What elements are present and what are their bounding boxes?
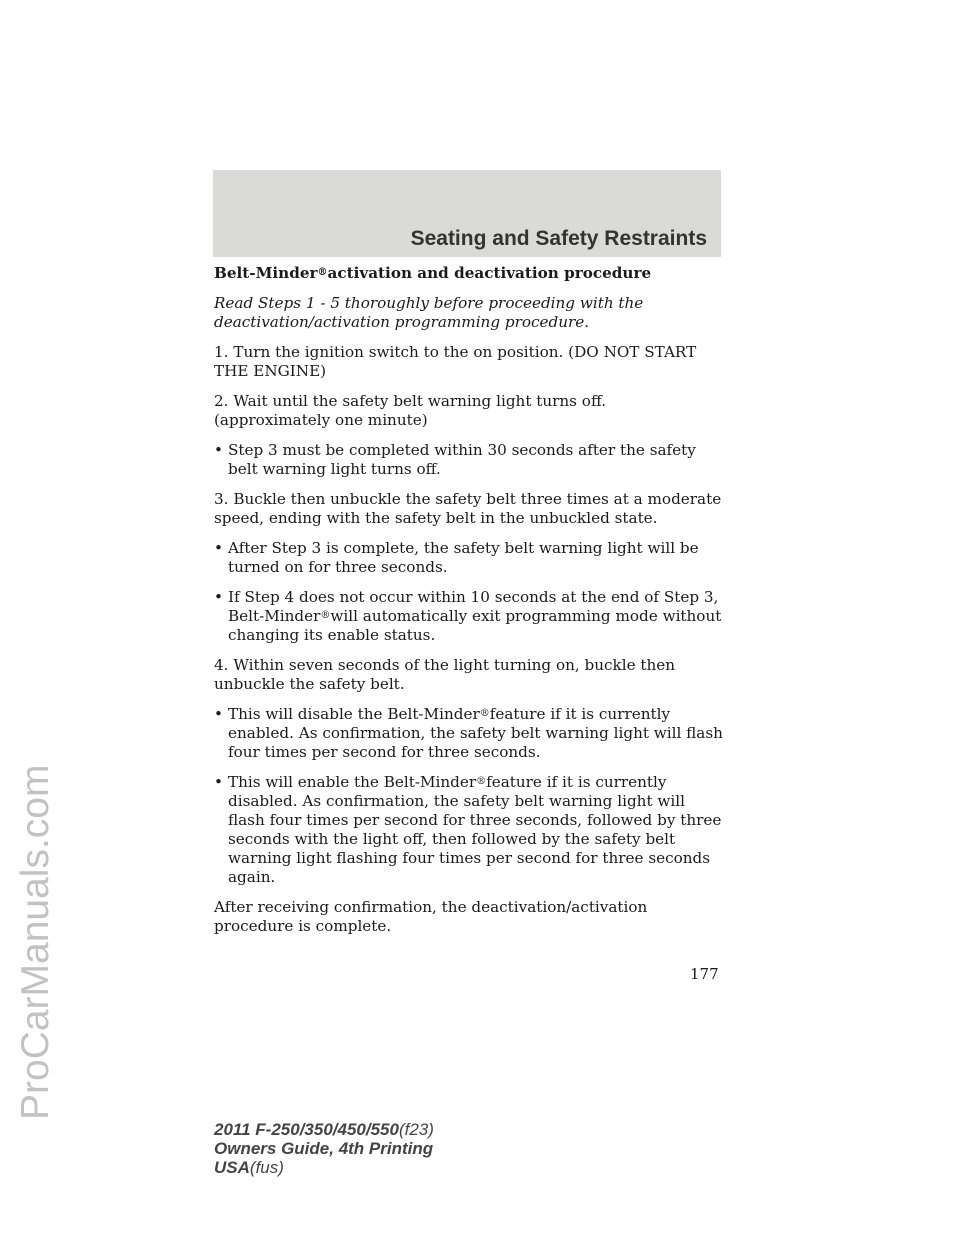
- registered-mark: ®: [320, 610, 331, 621]
- step-2: 2. Wait until the safety belt warning light turns off. (approximately one minute): [214, 392, 607, 429]
- bullet-text-part: This will enable the Belt-Minder: [228, 773, 477, 791]
- footer-model-code: (f23): [398, 1120, 434, 1139]
- intro-paragraph: Read Steps 1 - 5 thoroughly before proceeding with the deactivation/activation programming procedure.: [214, 294, 644, 331]
- step-1: 1. Turn the ignition switch to the on position. (DO NOT START THE ENGINE): [214, 343, 697, 380]
- section-header-band: [213, 170, 721, 257]
- bullet-marker: •: [214, 705, 223, 723]
- bullet-item: [214, 441, 724, 479]
- registered-mark: ®: [479, 708, 490, 719]
- watermark: ProCarManuals.com: [14, 764, 57, 1120]
- bullet-marker: •: [214, 773, 223, 791]
- footer-line-1: [214, 1120, 434, 1139]
- footer-line-3: [214, 1158, 434, 1177]
- bullet-marker: •: [214, 539, 223, 557]
- footer-market: USA: [214, 1158, 250, 1177]
- bullet-item: [214, 588, 724, 645]
- bullet-item: [214, 539, 724, 577]
- footer-market-code: (fus): [249, 1158, 284, 1177]
- heading-brand: Belt-Minder: [214, 264, 318, 282]
- heading-rest: activation and deactivation procedure: [327, 264, 652, 282]
- procedure-heading: [214, 264, 724, 283]
- registered-mark: ®: [317, 267, 328, 278]
- bullet-text-part: will automatically exit programming mode without changing its enable status.: [228, 607, 722, 644]
- footer-model: 2011 F-250/350/450/550: [214, 1120, 399, 1139]
- bullet-text-part: If Step 4 does not occur within 10 seconds at the end of Step 3, Belt-Minder: [228, 588, 719, 625]
- registered-mark: ®: [476, 776, 487, 787]
- page-number: 177: [690, 965, 719, 983]
- section-title: Seating and Safety Restraints: [410, 227, 707, 250]
- bullet-text-part: feature if it is currently enabled. As confirmation, the safety belt warning light will flash four times per second for three seconds.: [228, 705, 723, 761]
- bullet-text: [228, 705, 724, 762]
- closing-paragraph: After receiving confirmation, the deactivation/activation procedure is complete.: [214, 898, 648, 935]
- bullet-item: [214, 773, 724, 887]
- bullet-text: [228, 773, 724, 887]
- step-4: 4. Within seven seconds of the light turning on, buckle then unbuckle the safety belt.: [214, 656, 676, 693]
- bullet-item: [214, 705, 724, 762]
- bullet-marker: •: [214, 588, 223, 606]
- bullet-text: Step 3 must be completed within 30 seconds after the safety belt warning light turns off.: [228, 441, 696, 478]
- bullet-text: [228, 588, 724, 645]
- page-body: [214, 264, 724, 947]
- bullet-text-part: feature if it is currently disabled. As confirmation, the safety belt warning light will flash four times per second for three seconds, followed by three seconds with the light off, then followed by the safety belt warning light flashing four times per second for three seconds again.: [228, 773, 722, 886]
- footer-line-2: Owners Guide, 4th Printing: [214, 1139, 434, 1158]
- bullet-text: After Step 3 is complete, the safety belt warning light will be turned on for three seconds.: [228, 539, 699, 576]
- bullet-marker: •: [214, 441, 223, 459]
- bullet-text-part: This will disable the Belt-Minder: [228, 705, 480, 723]
- footer: [214, 1120, 434, 1177]
- step-3: 3. Buckle then unbuckle the safety belt three times at a moderate speed, ending with the safety belt in the unbuckled state.: [214, 490, 722, 527]
